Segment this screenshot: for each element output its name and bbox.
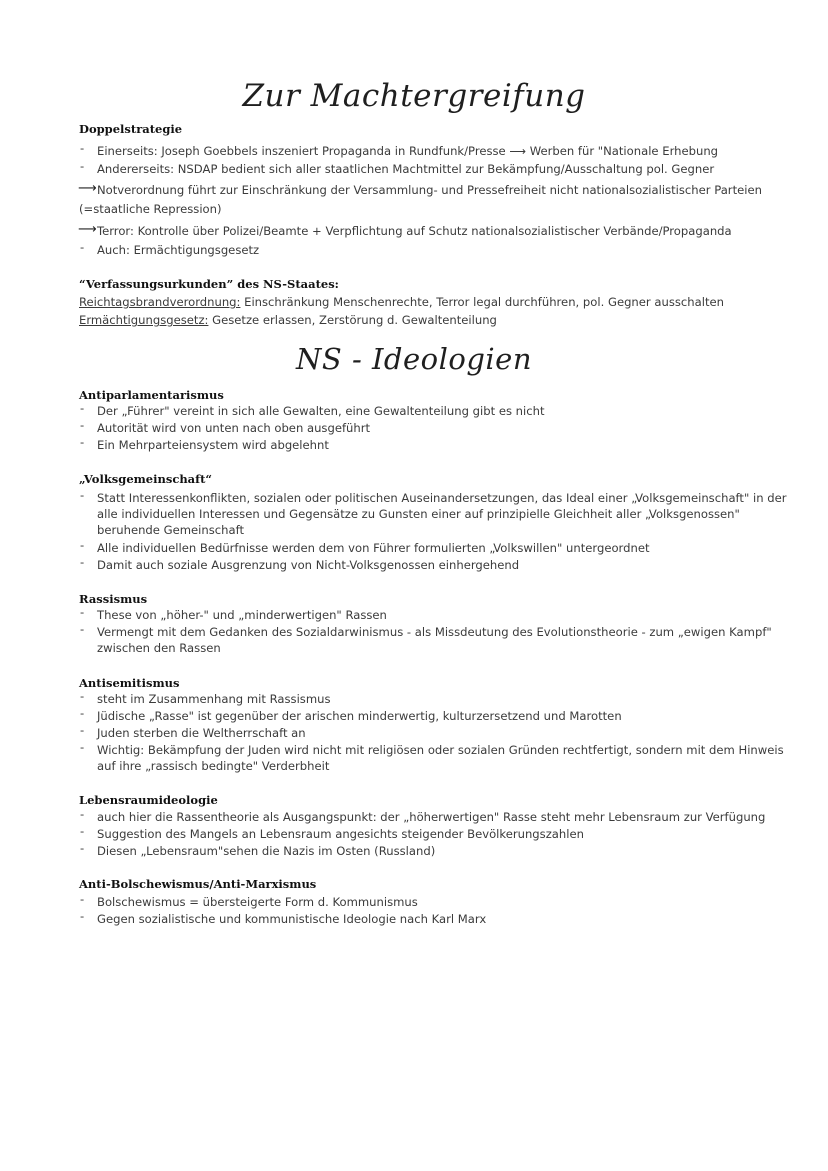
bullet-dash: - xyxy=(80,240,85,254)
bullet-dash: - xyxy=(80,435,85,449)
bullet-text: Juden sterben die Weltherrschaft an xyxy=(97,726,306,740)
bullet-text: Gegen sozialistische und kommunistische Ideologie nach Karl Marx xyxy=(97,912,487,926)
bullet-dash: - xyxy=(80,909,85,923)
bullet-dash: - xyxy=(80,740,85,754)
paragraph-text: Terror: Kontrolle über Polizei/Beamte + Verpflichtung auf Schutz nationalsozialistischer Verbände/Propaganda xyxy=(97,224,732,238)
bullet-dash: - xyxy=(80,488,85,502)
bullet-text: Vermengt mit dem Gedanken des Sozialdarwinismus - als Missdeutung des Evolutionstheorie - zum „ewigen Kampf" xyxy=(97,625,772,639)
paragraph-text: (=staatliche Repression) xyxy=(79,202,222,216)
bullet-text: zwischen den Rassen xyxy=(97,641,221,655)
bullet-text: Der „Führer" vereint in sich alle Gewalten, eine Gewaltenteilung gibt es nicht xyxy=(97,404,545,418)
term-label: Reichtagsbrandverordnung: xyxy=(79,295,241,309)
section-heading-antiparlamentarismus: Antiparlamentarismus xyxy=(79,388,224,402)
arrow-icon: ⟶ xyxy=(78,181,97,196)
term-label: Ermächtigungsgesetz: xyxy=(79,313,209,327)
bullet-text: Jüdische „Rasse" ist gegenüber der arischen minderwertig, kulturzersetzend und Marotten xyxy=(97,709,622,723)
page-title: Zur Machtergreifung xyxy=(242,78,586,114)
bullet-text: Damit auch soziale Ausgrenzung von Nicht-Volksgenossen einhergehend xyxy=(97,558,520,572)
arrow-icon: ⟶ xyxy=(78,222,97,237)
bullet-dash: - xyxy=(80,605,85,619)
section-heading-doppelstrategie: Doppelstrategie xyxy=(79,122,183,136)
section-title: NS - Ideologien xyxy=(295,342,533,376)
bullet-dash: - xyxy=(80,401,85,415)
bullet-dash: - xyxy=(80,706,85,720)
bullet-text: Bolschewismus = übersteigerte Form d. Kommunismus xyxy=(97,895,418,909)
bullet-text: Auch: Ermächtigungsgesetz xyxy=(97,243,260,257)
bullet-text: Diesen „Lebensraum"sehen die Nazis im Osten (Russland) xyxy=(97,844,436,858)
bullet-text: beruhende Gemeinschaft xyxy=(97,523,245,537)
bullet-dash: - xyxy=(80,824,85,838)
bullet-text: auf ihre „rassisch bedingte" Verderbheit xyxy=(97,759,330,773)
bullet-dash: - xyxy=(80,841,85,855)
section-heading-volksgemeinschaft: „Volksgemeinschaft“ xyxy=(79,472,213,486)
bullet-dash: - xyxy=(80,689,85,703)
bullet-text: Andererseits: NSDAP bedient sich aller staatlichen Machtmittel zur Bekämpfung/Ausschaltung pol. Gegner xyxy=(97,162,715,176)
definition-line: Reichtagsbrandverordnung: Einschränkung Menschenrechte, Terror legal durchführen, pol. Gegner ausschalten xyxy=(79,295,724,309)
bullet-dash: - xyxy=(80,159,85,173)
bullet-dash: - xyxy=(80,622,85,636)
bullet-dash: - xyxy=(80,807,85,821)
section-heading-lebensraumideologie: Lebensraumideologie xyxy=(79,793,218,807)
section-heading-anti-bolschewismus: Anti-Bolschewismus/Anti-Marxismus xyxy=(79,877,317,891)
bullet-dash: - xyxy=(80,538,85,552)
paragraph-text: Notverordnung führt zur Einschränkung der Versammlung- und Pressefreiheit nicht nationalsozialistischer Parteien xyxy=(97,183,762,197)
definition-line: Ermächtigungsgesetz: Gesetze erlassen, Zerstörung d. Gewaltenteilung xyxy=(79,313,497,327)
bullet-dash: - xyxy=(80,892,85,906)
bullet-text: Statt Interessenkonflikten, sozialen oder politischen Auseinandersetzungen, das Ideal einer „Volksgemeinschaft" in der xyxy=(97,491,787,505)
section-heading-antisemitismus: Antisemitismus xyxy=(79,676,180,690)
bullet-text: steht im Zusammenhang mit Rassismus xyxy=(97,692,331,706)
bullet-text: These von „höher-" und „minderwertigen" Rassen xyxy=(97,608,387,622)
bullet-text: Einerseits: Joseph Goebbels inszeniert Propaganda in Rundfunk/Presse ⟶ Werben für "Nationale Erhebung xyxy=(97,144,719,158)
bullet-dash: - xyxy=(80,418,85,432)
bullet-text: Autorität wird von unten nach oben ausgeführt xyxy=(97,421,371,435)
bullet-dash: - xyxy=(80,555,85,569)
bullet-text: Suggestion des Mangels an Lebensraum angesichts steigender Bevölkerungszahlen xyxy=(97,827,584,841)
section-heading-verfassungsurkunden: “Verfassungsurkunden” des NS-Staates: xyxy=(79,277,339,291)
bullet-text: alle individuellen Interessen und Gegensätze zu Gunsten einer auf prinzipielle Gleichheit aller „Volksgenossen" xyxy=(97,507,740,521)
bullet-text: Ein Mehrparteiensystem wird abgelehnt xyxy=(97,438,329,452)
arrow-icon: ⟶ xyxy=(509,144,526,158)
bullet-dash: - xyxy=(80,723,85,737)
section-heading-rassismus: Rassismus xyxy=(79,592,148,606)
bullet-text: Wichtig: Bekämpfung der Juden wird nicht mit religiösen oder sozialen Gründen rechtfertigt, sondern mit dem Hinweis xyxy=(97,743,784,757)
bullet-dash: - xyxy=(80,141,85,155)
bullet-text: Alle individuellen Bedürfnisse werden dem von Führer formulierten „Volkswillen" untergeordnet xyxy=(97,541,650,555)
bullet-text: auch hier die Rassentheorie als Ausgangspunkt: der „höherwertigen" Rasse steht mehr Lebensraum zur Verfügung xyxy=(97,810,766,824)
